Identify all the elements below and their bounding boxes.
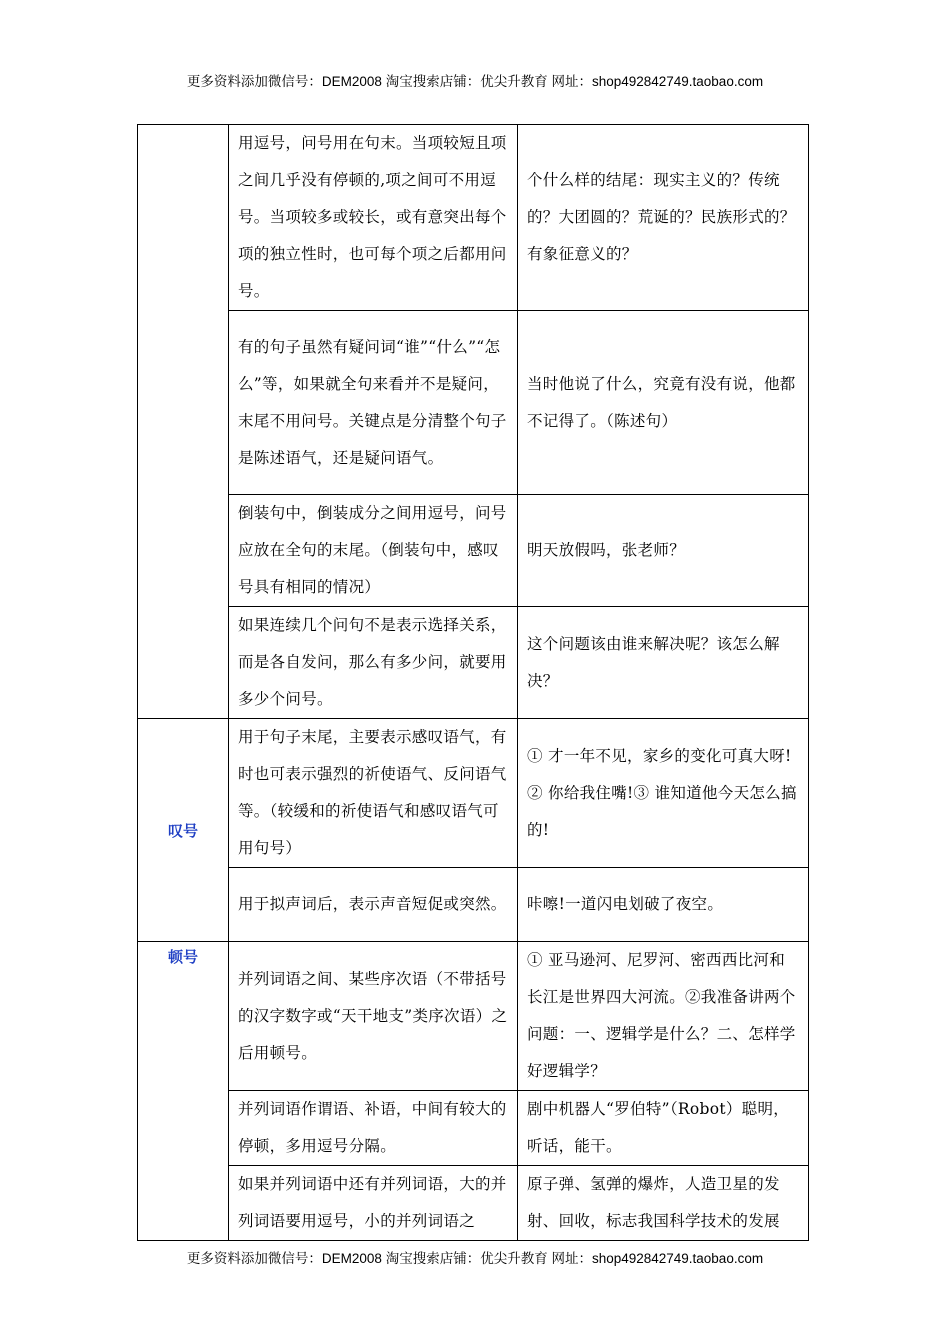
example-cell: 当时他说了什么，究竟有没有说，他都不记得了。（陈述句） [518, 311, 809, 495]
rule-cell: 倒装句中，倒装成分之间用逗号，问号应放在全句的末尾。（倒装句中，感叹号具有相同的情况） [229, 495, 518, 607]
example-cell: ① 亚马逊河、尼罗河、密西西比河和长江是世界四大河流。②我准备讲两个问题：一、逻辑学是什么？二、怎样学好逻辑学？ [518, 942, 809, 1091]
example-cell: 明天放假吗，张老师？ [518, 495, 809, 607]
page-header: 更多资料添加微信号：DEM2008 淘宝搜索店铺：优尖升教育 网址：shop492842749.taobao.com [186, 74, 764, 89]
table-row [138, 607, 809, 719]
table-row [138, 1166, 809, 1241]
table-row [138, 1091, 809, 1166]
table-row [138, 495, 809, 607]
punctuation-table [137, 124, 809, 1241]
rule-cell: 用于拟声词后，表示声音短促或突然。 [229, 868, 518, 942]
table-row [138, 311, 809, 495]
table-row [138, 942, 809, 1091]
example-cell: 这个问题该由谁来解决呢？该怎么解决？ [518, 607, 809, 719]
rule-cell: 用于句子末尾，主要表示感叹语气，有时也可表示强烈的祈使语气、反问语气等。（较缓和的祈使语气和感叹语气可用句号） [229, 719, 518, 868]
page-footer: 更多资料添加微信号：DEM2008 淘宝搜索店铺：优尖升教育 网址：shop492842749.taobao.com [186, 1251, 764, 1266]
category-cell-question-continued [138, 125, 229, 719]
rule-cell: 有的句子虽然有疑问词“谁”“什么”“怎么”等，如果就全句来看并不是疑问，末尾不用问号。关键点是分清整个句子是陈述语气，还是疑问语气。 [229, 311, 518, 495]
example-cell: 原子弹、氢弹的爆炸，人造卫星的发射、回收，标志我国科学技术的发展 [518, 1166, 809, 1241]
rule-cell: 并列词语之间、某些序次语（不带括号的汉字数字或“天干地支”类序次语）之后用顿号。 [229, 942, 518, 1091]
category-label-exclamation: 叹号 [138, 719, 229, 942]
example-cell: 剧中机器人“罗伯特”（Robot）聪明，听话，能干。 [518, 1091, 809, 1166]
table-row [138, 125, 809, 311]
category-label-enumeration-comma: 顿号 [138, 942, 229, 1241]
rule-cell: 如果连续几个问句不是表示选择关系，而是各自发问，那么有多少问，就要用多少个问号。 [229, 607, 518, 719]
table-row [138, 868, 809, 942]
example-cell: 个什么样的结尾：现实主义的？传统的？大团圆的？荒诞的？民族形式的？有象征意义的？ [518, 125, 809, 311]
rule-cell: 如果并列词语中还有并列词语，大的并列词语要用逗号，小的并列词语之 [229, 1166, 518, 1241]
example-cell: ① 才一年不见，家乡的变化可真大呀!② 你给我住嘴!③ 谁知道他今天怎么搞的! [518, 719, 809, 868]
example-cell: 咔嚓!一道闪电划破了夜空。 [518, 868, 809, 942]
table-row [138, 719, 809, 868]
rule-cell: 用逗号，问号用在句末。当项较短且项之间几乎没有停顿的,项之间可不用逗号。当项较多或较长，或有意突出每个项的独立性时，也可每个项之后都用问号。 [229, 125, 518, 311]
rule-cell: 并列词语作谓语、补语，中间有较大的停顿，多用逗号分隔。 [229, 1091, 518, 1166]
